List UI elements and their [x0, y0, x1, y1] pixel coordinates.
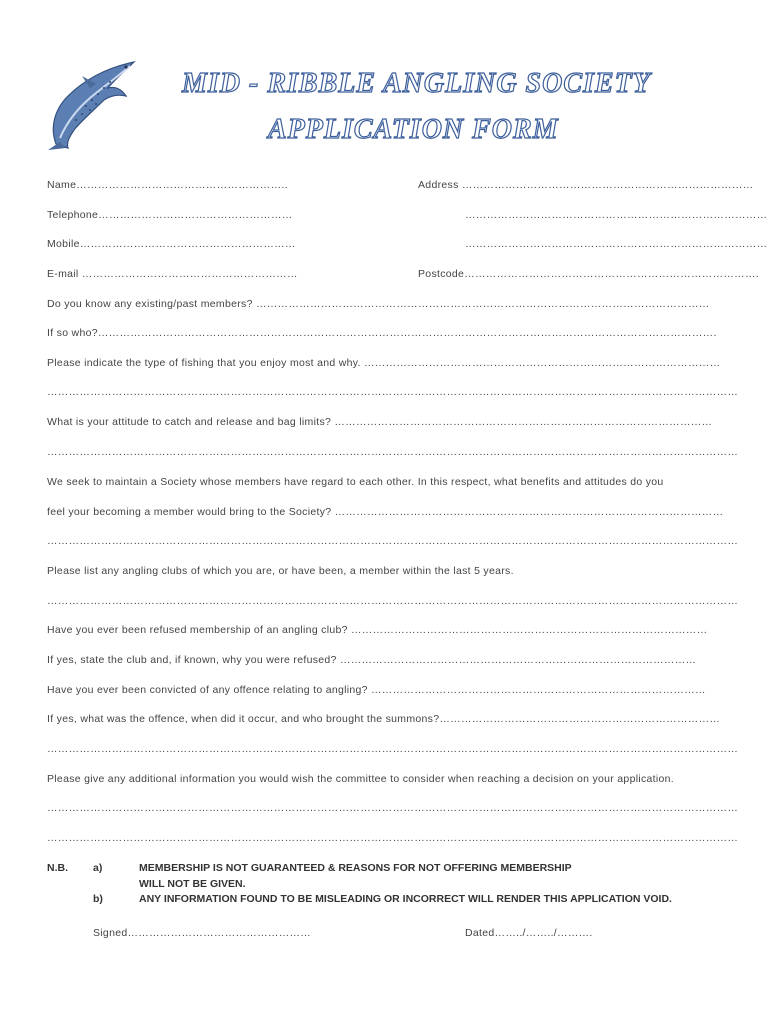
address-line-2[interactable]: ………………………………………………………………………… — [465, 209, 768, 221]
date-field[interactable]: Dated……../……../………. — [465, 927, 593, 939]
note-a-label: a) — [93, 862, 103, 874]
benefits-answer-line[interactable]: ………………………………………………………………………………………………………………………………………………………………………… — [47, 535, 739, 547]
salmon-fish-icon — [46, 58, 142, 150]
refused-question[interactable]: Have you ever been refused membership of an angling club? ……………………………………………………………………………………… — [47, 624, 708, 636]
members-who-field[interactable]: If so who?………………………………………………………………………………………………………………………………………………………. — [47, 327, 717, 339]
form-title-society: MID - RIBBLE ANGLING SOCIETY — [182, 68, 651, 99]
fishing-type-question[interactable]: Please indicate the type of fishing that you enjoy most and why. ……………………………………………………………………………………… — [47, 357, 721, 369]
nb-label: N.B. — [47, 862, 68, 874]
mobile-field[interactable]: Mobile…………………………………………………… — [47, 238, 296, 250]
offence-question[interactable]: If yes, what was the offence, when did it occur, and who brought the summons?…………………………………………………………………… — [47, 713, 721, 725]
refused-detail-question[interactable]: If yes, state the club and, if known, why you were refused? ……………………………………………………………………………………… — [47, 654, 697, 666]
note-b-text: ANY INFORMATION FOUND TO BE MISLEADING OR INCORRECT WILL RENDER THIS APPLICATION VOID. — [139, 893, 672, 905]
address-field[interactable]: Address ……………………………………………………………………… — [418, 179, 754, 191]
postcode-field[interactable]: Postcode………………………………………………………………………. — [418, 268, 759, 280]
attitude-answer-line[interactable]: ………………………………………………………………………………………………………………………………………………………………………… — [47, 446, 739, 458]
additional-info-line-1[interactable]: ………………………………………………………………………………………………………………………………………………………………………… — [47, 802, 739, 814]
note-a-text: MEMBERSHIP IS NOT GUARANTEED & REASONS FOR NOT OFFERING MEMBERSHIP — [139, 862, 572, 874]
address-line-3[interactable]: ………………………………………………………………………… — [465, 238, 768, 250]
clubs-question: Please list any angling clubs of which you are, or have been, a member within the last 5 years. — [47, 565, 514, 577]
note-b-label: b) — [93, 893, 103, 905]
fishing-type-answer-line[interactable]: ………………………………………………………………………………………………………………………………………………………………………… — [47, 386, 739, 398]
convicted-question[interactable]: Have you ever been convicted of any offence relating to angling? ………………………………………………………………………………… — [47, 684, 706, 696]
offence-answer-line[interactable]: ………………………………………………………………………………………………………………………………………………………………………… — [47, 743, 739, 755]
name-field[interactable]: Name………………………………………………….. — [47, 179, 288, 191]
additional-info-line-2[interactable]: ………………………………………………………………………………………………………………………………………………………………………… — [47, 832, 739, 844]
email-field[interactable]: E-mail …………………………………………………… — [47, 268, 298, 280]
note-a-text-line-2: WILL NOT BE GIVEN. — [139, 878, 246, 890]
additional-info-question: Please give any additional information you would wish the committee to consider when reaching a decision on your application. — [47, 773, 675, 785]
signature-field[interactable]: Signed…………………………………………… — [93, 927, 312, 939]
benefits-question-line-2[interactable]: feel your becoming a member would bring to the Society? ……………………………………………………………………………………………… — [47, 506, 724, 518]
benefits-question: We seek to maintain a Society whose members have regard to each other. In this respect, what benefits and attitudes do you — [47, 476, 664, 488]
existing-members-question[interactable]: Do you know any existing/past members? ……………………………………………………………………………………………………………… — [47, 298, 710, 310]
clubs-answer-line[interactable]: ………………………………………………………………………………………………………………………………………………………………………… — [47, 595, 739, 607]
form-title-application: APPLICATION FORM — [268, 114, 559, 145]
attitude-question[interactable]: What is your attitude to catch and release and bag limits? …………………………………………………………………………………………… — [47, 416, 713, 428]
telephone-field[interactable]: Telephone……………………………………………… — [47, 209, 293, 221]
